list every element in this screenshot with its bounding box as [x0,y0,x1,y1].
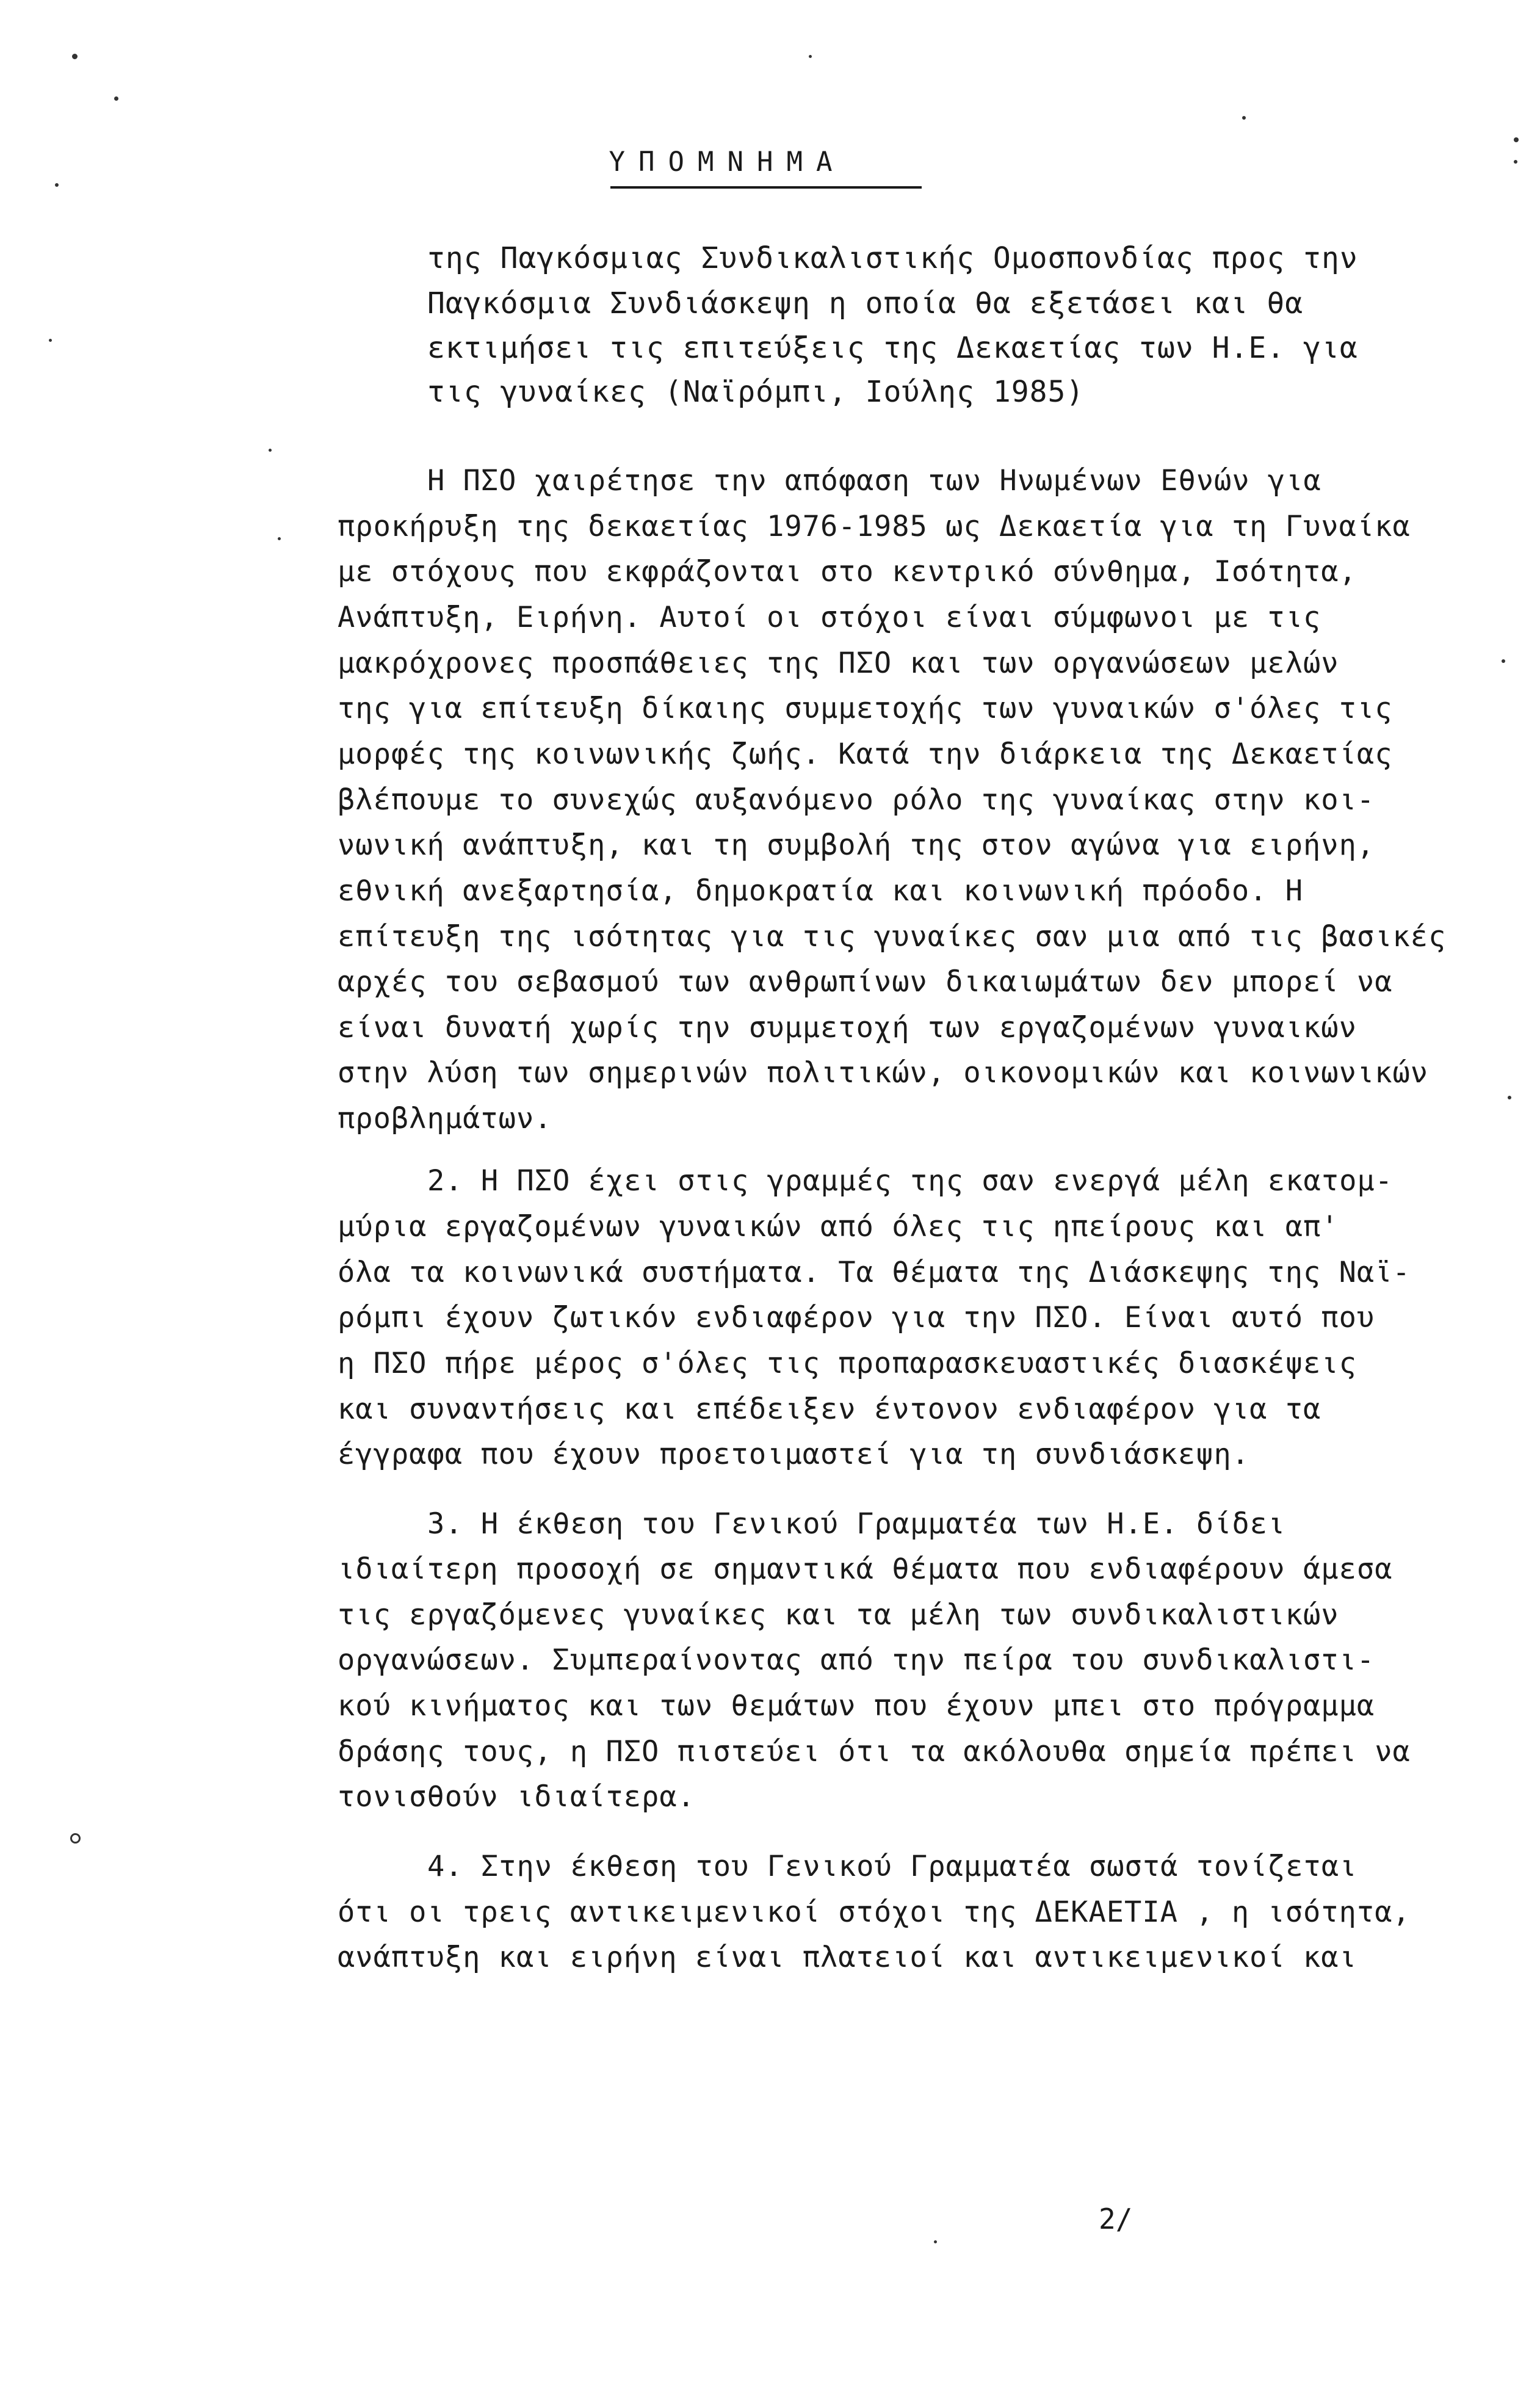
text-line: ότι οι τρεις αντικειμενικοί στόχοι της ΔΕΚΑΕΤΙΑ , η ισότητα, [338,1895,1411,1929]
page-number: 2/ [1099,2202,1133,2235]
scan-speck [1242,116,1246,120]
text-line: η ΠΣΟ πήρε μέρος σ'όλες τις προπαρασκευαστικές διασκέψεις [338,1347,1357,1380]
text-line: 3. Η έκθεση του Γενικού Γραμματέα των Η.Ε. δίδει [427,1507,1286,1541]
text-line: με στόχους που εκφράζονται στο κεντρικό σύνθημα, Ισότητα, [338,555,1357,588]
text-line: 4. Στην έκθεση του Γενικού Γραμματέα σωστά τονίζεται [427,1850,1357,1883]
text-line: Ανάπτυξη, Ειρήνη. Αυτοί οι στόχοι είναι σύμφωνοι με τις [338,601,1321,634]
scan-speck [70,1833,81,1844]
scan-speck [114,96,118,101]
text-line: της για επίτευξη δίκαιης συμμετοχής των γυναικών σ'όλες τις [338,692,1393,725]
text-line: Παγκόσμια Συνδιάσκεψη η οποία θα εξετάσει και θα [427,286,1304,320]
text-line: στην λύση των σημερινών πολιτικών, οικονομικών και κοινωνικών [338,1056,1429,1090]
scan-speck [1508,1096,1511,1099]
text-line: είναι δυνατή χωρίς την συμμετοχή των εργαζομένων γυναικών [338,1011,1357,1044]
text-line: οργανώσεων. Συμπεραίνοντας από την πείρα του συνδικαλιστι- [338,1643,1375,1677]
scan-speck [1502,659,1505,663]
text-line: μύρια εργαζομένων γυναικών από όλες τις ηπείρους και απ' [338,1210,1339,1243]
text-line: της Παγκόσμιας Συνδικαλιστικής Ομοσπονδίας προς την [427,241,1358,275]
scan-speck [809,55,812,58]
scan-speck [269,449,272,452]
text-line: ανάπτυξη και ειρήνη είναι πλατειοί και αντικειμενικοί και [338,1941,1357,1974]
text-line: νωνική ανάπτυξη, και τη συμβολή της στον αγώνα για ειρήνη, [338,828,1375,862]
text-line: εκτιμήσει τις επιτεύξεις της Δεκαετίας των Η.Ε. για [427,331,1358,365]
scan-speck [72,54,78,59]
text-line: τονισθούν ιδιαίτερα. [338,1780,695,1814]
scan-speck [49,339,52,342]
scan-speck [1514,137,1519,142]
text-line: προβλημάτων. [338,1102,552,1135]
title-underline [610,186,922,189]
text-line: εθνική ανεξαρτησία, δημοκρατία και κοινωνική πρόοδο. Η [338,874,1304,908]
scan-speck [278,537,281,540]
text-line: όλα τα κοινωνικά συστήματα. Τα θέματα της Διάσκεψης της Ναϊ- [338,1256,1411,1289]
text-line: προκήρυξη της δεκαετίας 1976-1985 ως Δεκαετία για τη Γυναίκα [338,510,1411,543]
text-line: τις γυναίκες (Ναϊρόμπι, Ιούλης 1985) [427,375,1085,409]
text-line: μορφές της κοινωνικής ζωής. Κατά την διάρκεια της Δεκαετίας [338,737,1393,771]
text-line: έγγραφα που έχουν προετοιμαστεί για τη συνδιάσκεψη. [338,1438,1250,1471]
text-line: ιδιαίτερη προσοχή σε σημαντικά θέματα που ενδιαφέρουν άμεσα [338,1552,1393,1586]
scan-speck [934,2240,937,2243]
text-line: δράσης τους, η ΠΣΟ πιστεύει ότι τα ακόλουθα σημεία πρέπει να [338,1735,1411,1768]
text-line: 2. Η ΠΣΟ έχει στις γραμμές της σαν ενεργά μέλη εκατομ- [427,1164,1394,1198]
text-line: αρχές του σεβασμού των ανθρωπίνων δικαιωμάτων δεν μπορεί να [338,965,1393,999]
text-line: μακρόχρονες προσπάθειες της ΠΣΟ και των οργανώσεων μελών [338,646,1339,680]
text-line: βλέπουμε το συνεχώς αυξανόμενο ρόλο της γυναίκας στην κοι- [338,783,1375,817]
document-title: ΥΠΟΜΝΗΜΑ [609,147,846,178]
scan-speck [1514,160,1517,164]
text-line: ρόμπι έχουν ζωτικόν ενδιαφέρον για την ΠΣΟ. Είναι αυτό που [338,1301,1375,1334]
text-line: τις εργαζόμενες γυναίκες και τα μέλη των συνδικαλιστικών [338,1598,1339,1632]
text-line: Η ΠΣΟ χαιρέτησε την απόφαση των Ηνωμένων Εθνών για [427,464,1321,498]
scan-speck [55,183,59,187]
text-line: επίτευξη της ισότητας για τις γυναίκες σαν μια από τις βασικές [338,920,1447,954]
text-line: και συναντήσεις και επέδειξεν έντονον ενδιαφέρον για τα [338,1392,1321,1426]
text-line: κού κινήματος και των θεμάτων που έχουν μπει στο πρόγραμμα [338,1689,1375,1723]
